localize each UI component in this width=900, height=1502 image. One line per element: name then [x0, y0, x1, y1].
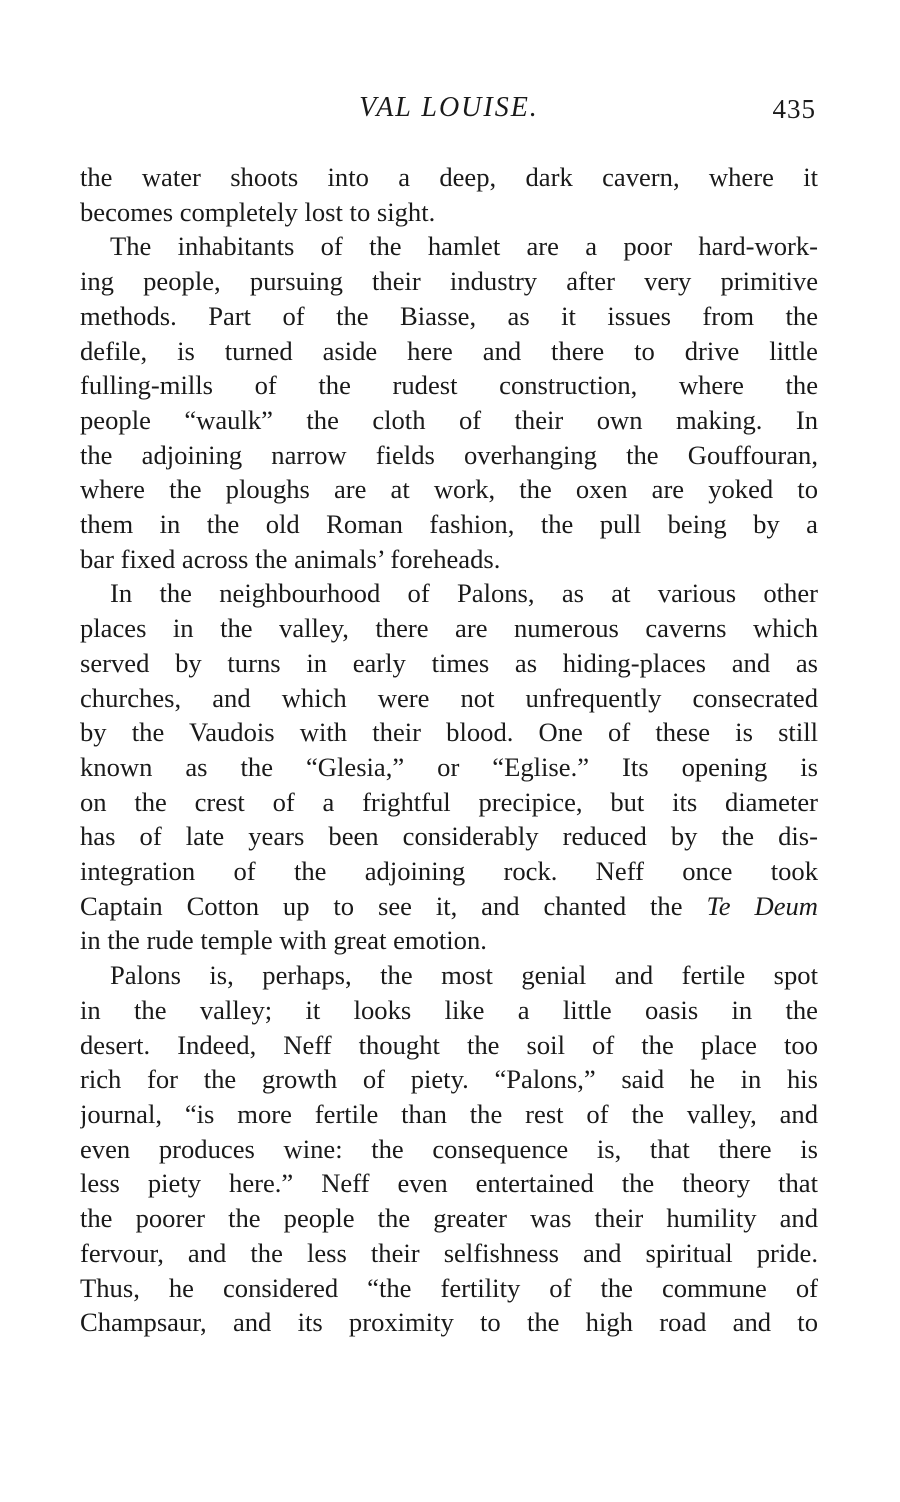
text-line: desert. Indeed, Neff thought the soil of the place too [80, 1029, 818, 1060]
text-line: places in the valley, there are numerous caverns which [80, 613, 818, 644]
text-line: even produces wine: the consequence is, that there is [80, 1133, 818, 1164]
text-line: integration of the adjoining rock. Neff once took [80, 856, 818, 887]
text-line: the water shoots into a deep, dark cavern, where it [80, 162, 818, 192]
text-fragment: Captain Cotton up to see it, and chanted the [80, 890, 707, 921]
text-line: Champsaur, and its proximity to the high road and to [80, 1307, 818, 1338]
text-line-with-italic [80, 889, 818, 924]
text-line: rich for the growth of piety. “Palons,” said he in his [80, 1064, 818, 1095]
text-line: the poorer the people the greater was their humility and [80, 1203, 818, 1234]
text-line: ing people, pursuing their industry after very primitive [80, 266, 818, 297]
text-line: Palons is, perhaps, the most genial and fertile spot [110, 960, 818, 991]
text-line: methods. Part of the Biasse, as it issues from the [80, 300, 818, 331]
text-line: bar fixed across the animals’ foreheads. [80, 543, 501, 574]
paragraph-1 [80, 160, 818, 229]
text-line: served by turns in early times as hiding-places and as [80, 647, 818, 678]
text-line: on the crest of a frightful precipice, but its diameter [80, 786, 818, 817]
text-line: where the ploughs are at work, the oxen are yoked to [80, 474, 818, 505]
text-line: by the Vaudois with their blood. One of these is still [80, 717, 818, 748]
text-line: journal, “is more fertile than the rest of the valley, and [80, 1098, 818, 1129]
text-line: churches, and which were not unfrequently consecrated [80, 682, 818, 713]
paragraph-2 [80, 229, 818, 576]
text-line: In the neighbourhood of Palons, as at various other [110, 578, 818, 609]
paragraph-3 [80, 576, 818, 958]
italic-phrase: Te Deum [706, 890, 818, 921]
text-line: becomes completely lost to sight. [80, 196, 436, 227]
running-head [80, 92, 818, 132]
text-line: in the valley; it looks like a little oasis in the [80, 994, 818, 1025]
text-line: the adjoining narrow fields overhanging the Gouffouran, [80, 439, 818, 470]
text-line: Thus, he considered “the fertility of the commune of [80, 1272, 818, 1303]
text-line: them in the old Roman fashion, the pull being by a [80, 509, 818, 540]
text-line: less piety here.” Neff even entertained the theory that [80, 1168, 818, 1199]
running-title: VAL LOUISE. [359, 92, 539, 123]
text-line: people “waulk” the cloth of their own making. In [80, 404, 818, 435]
text-line: has of late years been considerably reduced by the dis- [80, 821, 818, 852]
text-line: The inhabitants of the hamlet are a poor hard-work- [110, 231, 818, 262]
page-number: 435 [772, 94, 816, 124]
body-text [80, 160, 818, 1340]
text-line: fulling-mills of the rudest construction, where the [80, 370, 818, 401]
text-line: in the rude temple with great emotion. [80, 925, 487, 956]
text-line: known as the “Glesia,” or “Eglise.” Its opening is [80, 751, 818, 782]
paragraph-4 [80, 958, 818, 1340]
text-line: defile, is turned aside here and there to drive little [80, 335, 818, 366]
text-line: fervour, and the less their selfishness and spiritual pride. [80, 1237, 818, 1268]
